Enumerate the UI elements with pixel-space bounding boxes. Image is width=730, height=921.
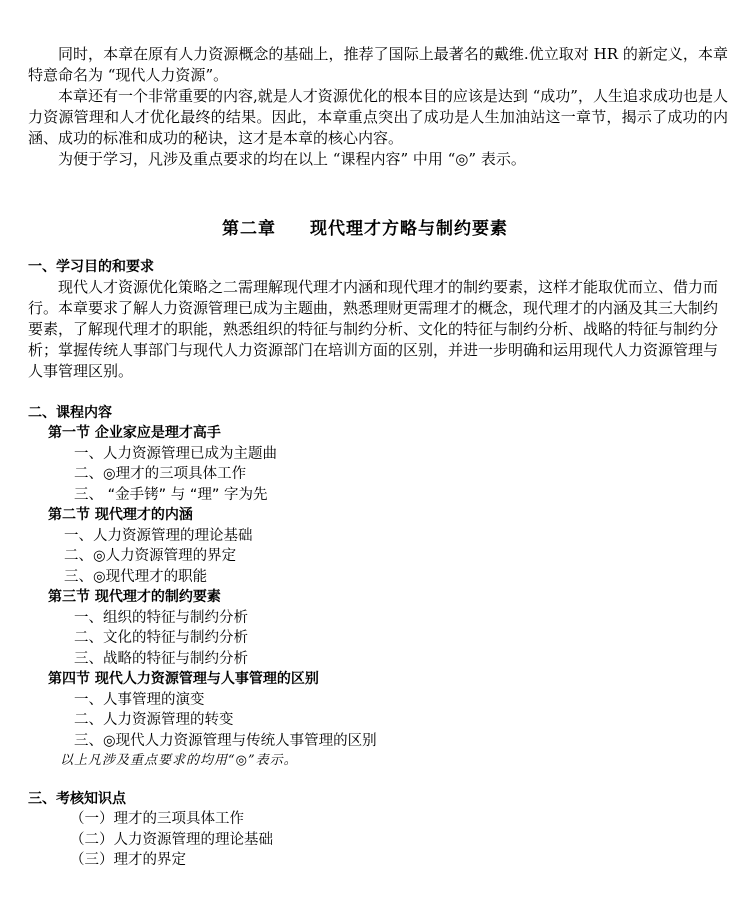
- list-item: 三、 “金手铐” 与 “理” 字为先: [74, 486, 268, 503]
- list-item: 一、人事管理的演变: [74, 691, 205, 708]
- objectives-paragraph: 现代人才资源优化策略之二需理解现代理才内涵和现代理才的制约要素，这样才能取优而立、借力而行。本章要求了解人力资源管理已成为主题曲，熟悉理财更需理才的概念，现代理才的内涵及其三大制约要素，了解现代理才的职能，熟悉组织的特征与制约分析、文化的特征与制约分析、战略的特征与制约分析；掌握传统人事部门与现代人力资源部门在培训方面的区别，并进一步明确和运用现代人力资源管理与人事管理区别。: [28, 278, 719, 380]
- list-item: 二、文化的特征与制约分析: [74, 630, 248, 646]
- intro-paragraph-1: 同时，本章在原有人力资源概念的基础上，推荐了国际上最著名的戴维.优立取对 HR 的新定义，本章特意命名为 “现代人力资源”。: [28, 45, 728, 84]
- intro-block: [28, 44, 728, 170]
- section-heading: 二、课程内容: [28, 405, 112, 421]
- section-objectives: [28, 257, 718, 382]
- list-item: 三、◎现代人力资源管理与传统人事管理的区别: [74, 732, 377, 749]
- list-item: 三、战略的特征与制约分析: [74, 650, 248, 667]
- section-assessment: [28, 789, 718, 871]
- list-item: 二、◎理才的三项具体工作: [74, 466, 247, 482]
- list-item: 一、组织的特征与制约分析: [74, 609, 248, 626]
- section-course-content: [28, 403, 718, 772]
- list-item: （三）理才的界定: [70, 852, 186, 868]
- chapter-name: 现代理才方略与制约要素: [310, 219, 508, 239]
- jie-title: 第一节 企业家应是理才高手: [48, 425, 221, 441]
- section-heading: 三、考核知识点: [28, 791, 126, 807]
- jie-title: 第二节 现代理才的内涵: [48, 507, 193, 523]
- list-item: 一、人力资源管理的理论基础: [64, 527, 253, 544]
- intro-paragraph-2: 本章还有一个非常重要的内容,就是人才资源优化的根本目的应该是达到 “成功”，人生追求成功也是人力资源管理和人才优化最终的结果。因此，本章重点突出了成功是人生加油站这一章节，揭示了成功的内涵、成功的标准和成功的秘诀，这才是本章的核心内容。: [28, 87, 728, 147]
- list-item: （二）人力资源管理的理论基础: [70, 831, 273, 848]
- intro-paragraph-3: 为便于学习，凡涉及重点要求的均在以上 “课程内容” 中用 “◎” 表示。: [58, 150, 526, 168]
- list-item: 二、◎人力资源管理的界定: [64, 548, 237, 564]
- list-item: 一、人力资源管理已成为主题曲: [74, 445, 277, 462]
- list-item: 二、人力资源管理的转变: [74, 712, 234, 728]
- list-item: （一）理才的三项具体工作: [70, 811, 244, 827]
- key-points-note: 以上凡涉及重点要求的均用“◎”表示。: [60, 753, 298, 768]
- section-heading: 一、学习目的和要求: [28, 259, 154, 275]
- chapter-title: [0, 214, 730, 239]
- jie-title: 第三节 现代理才的制约要素: [48, 589, 221, 605]
- chapter-number: 第二章: [222, 219, 276, 239]
- jie-title: 第四节 现代人力资源管理与人事管理的区别: [48, 671, 319, 687]
- list-item: 三、◎现代理才的职能: [64, 568, 208, 585]
